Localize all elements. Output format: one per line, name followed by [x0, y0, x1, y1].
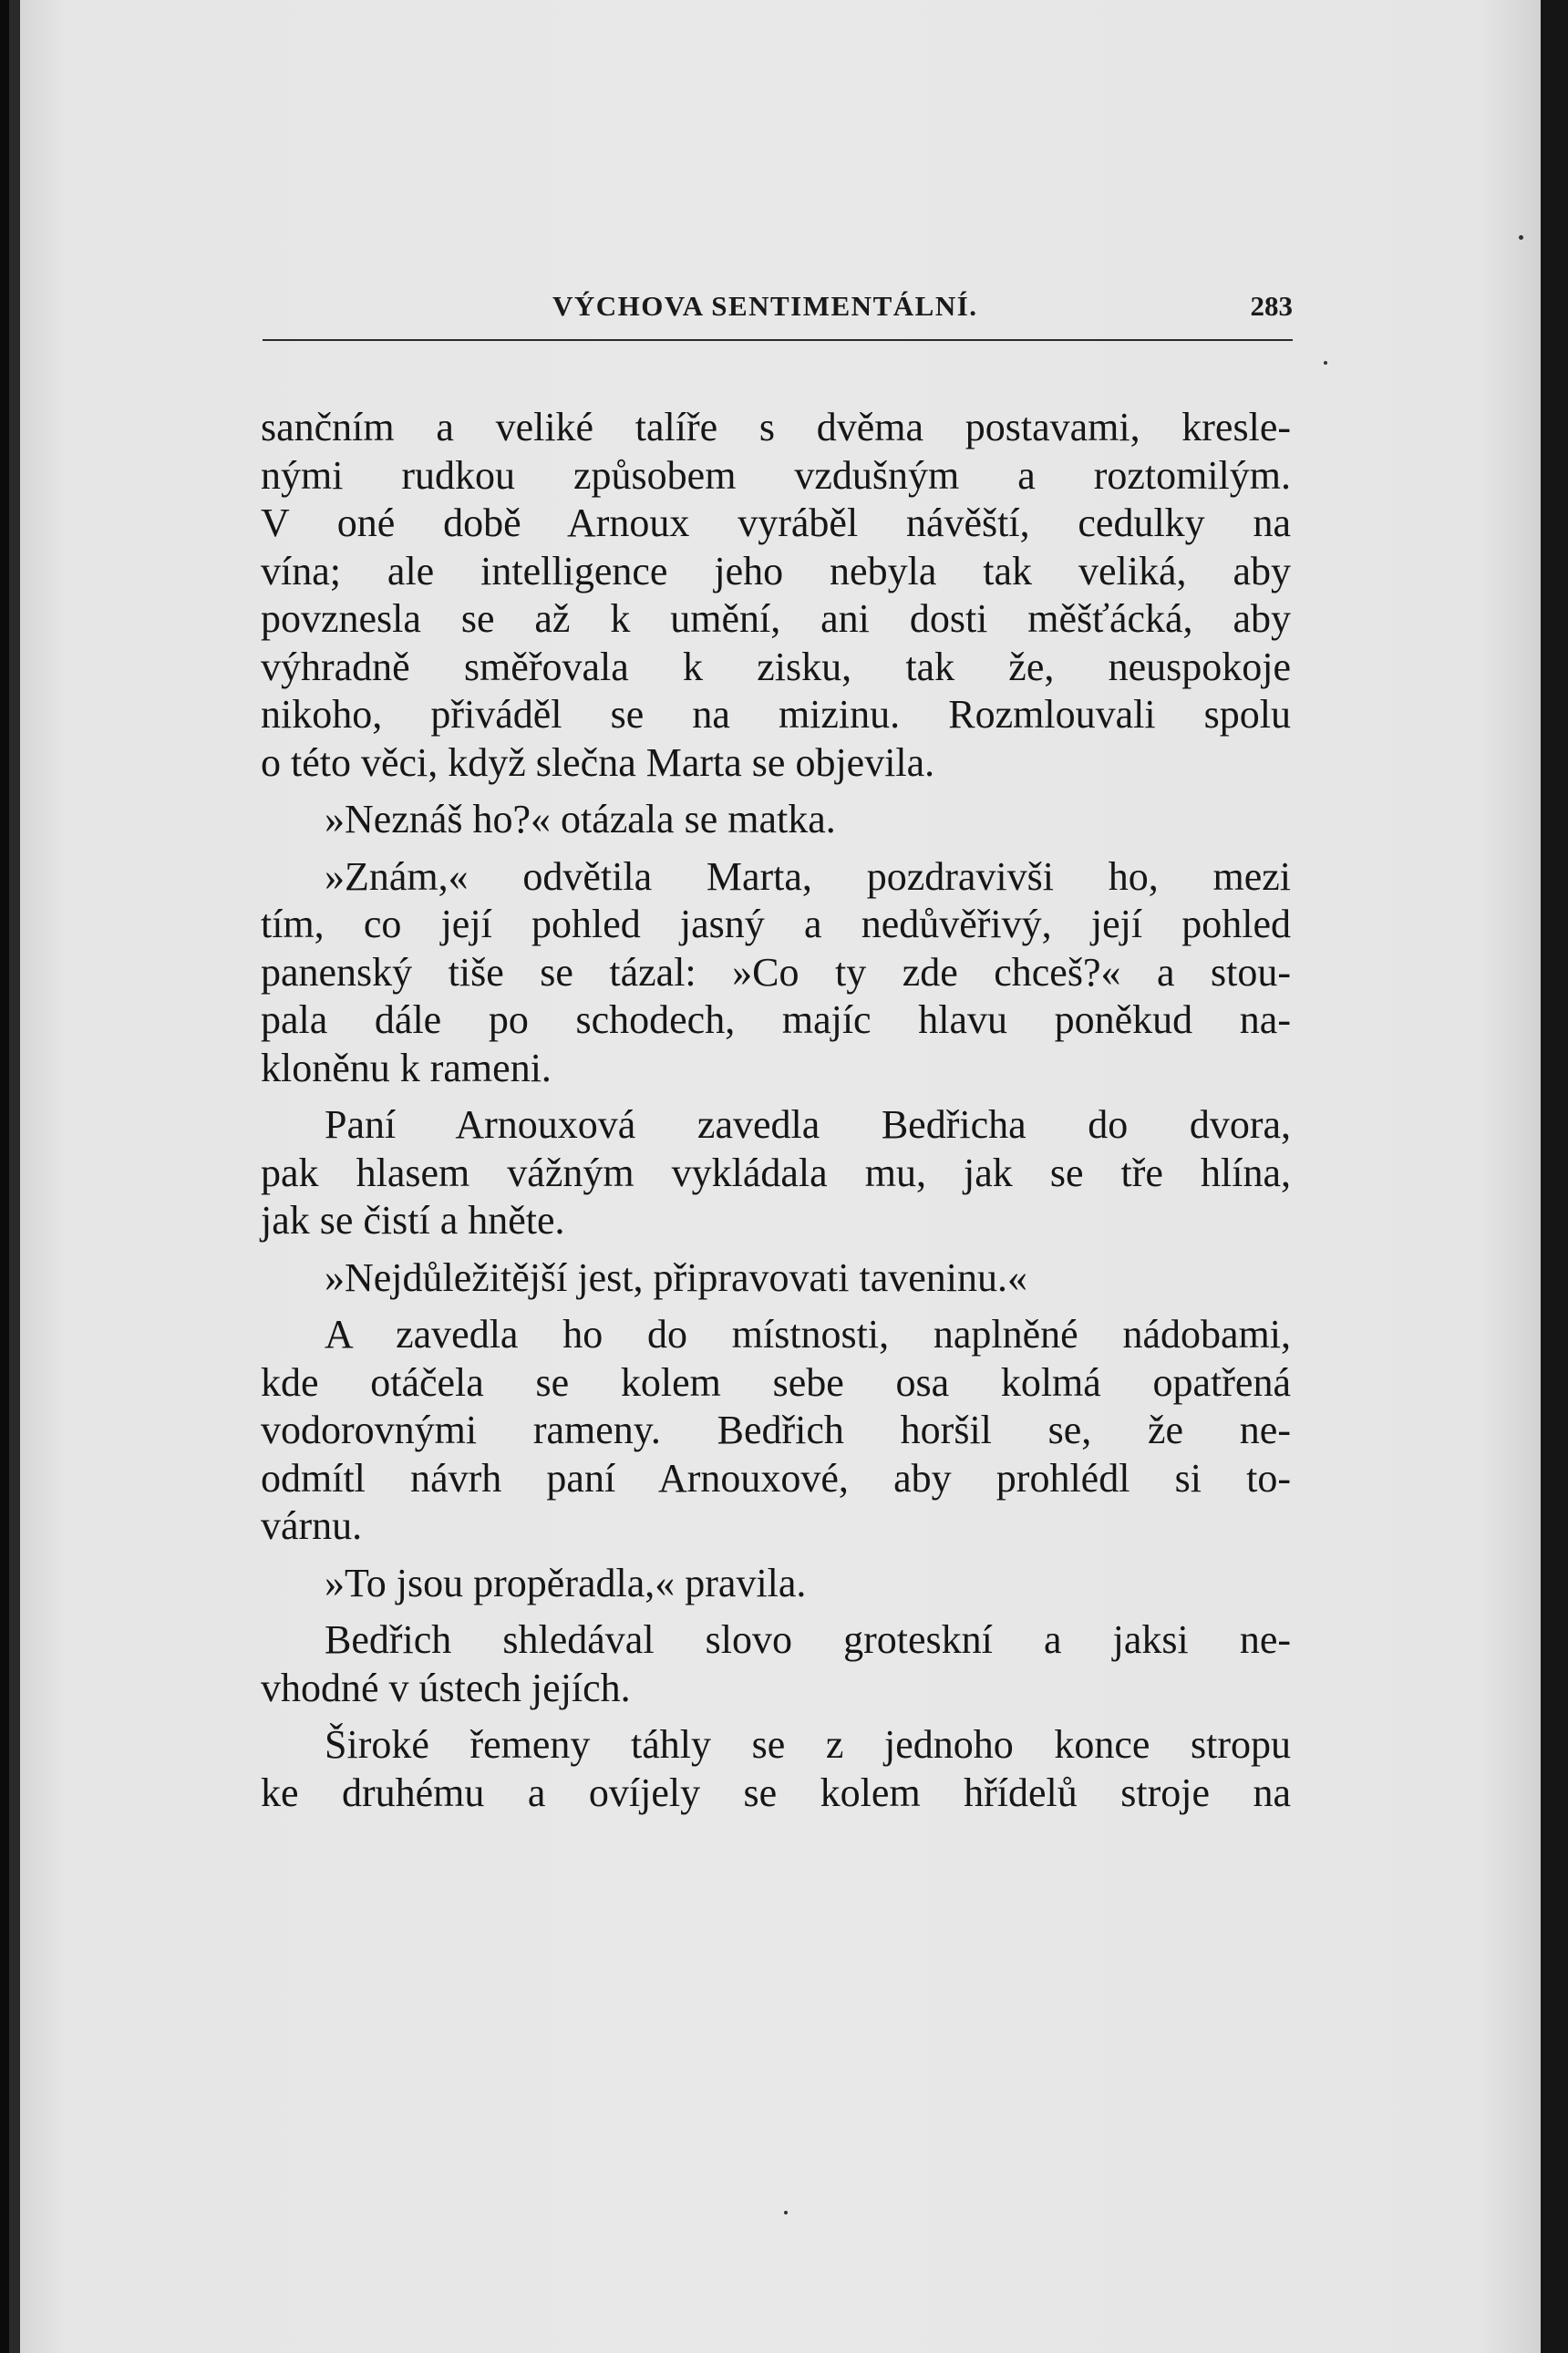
- page-number: 283: [1250, 290, 1293, 322]
- text-line: A zavedla ho do místnosti, naplněné nádobami,: [325, 1312, 1291, 1357]
- running-head: VÝCHOVA SENTIMENTÁLNÍ.: [552, 290, 978, 322]
- body-text: [261, 404, 1291, 1817]
- text-line: Široké řemeny táhly se z jednoho konce stropu: [325, 1722, 1291, 1767]
- text-line: tím, co její pohled jasný a nedůvěřivý, její pohled: [261, 902, 1291, 946]
- text-line: výhradně směřovala k zisku, tak že, neuspokoje: [261, 644, 1291, 689]
- text-line: povznesla se až k umění, ani dosti měšťácká, aby: [261, 596, 1291, 641]
- text-line: jak se čistí a hněte.: [261, 1198, 565, 1243]
- text-line: »To jsou propěradla,« pravila.: [325, 1560, 807, 1605]
- text-line: »Neznáš ho?« otázala se matka.: [325, 797, 836, 841]
- text-line: kde otáčela se kolem sebe osa kolmá opatřená: [261, 1359, 1291, 1405]
- text-line: vodorovnými rameny. Bedřich horšil se, že ne-: [261, 1408, 1291, 1452]
- book-gutter-edge: [9, 0, 20, 2353]
- text-line: odmítl návrh paní Arnouxové, aby prohlédl si to-: [261, 1455, 1291, 1501]
- text-line: vhodné v ústech jejích.: [261, 1665, 631, 1710]
- paper-speck: [1324, 361, 1327, 365]
- page-header: [263, 290, 1293, 332]
- text-line: nými rudkou způsobem vzdušným a roztomilým.: [261, 452, 1291, 498]
- paper-speck: [1519, 235, 1523, 240]
- header-rule: [263, 339, 1293, 341]
- text-line: pala dále po schodech, majíc hlavu poněkud na-: [261, 997, 1291, 1042]
- text-line: »Nejdůležitější jest, připravovati taveninu.«: [325, 1254, 1028, 1300]
- text-line: nikoho, přiváděl se na mizinu. Rozmlouvali spolu: [261, 692, 1291, 737]
- scan-right-border: [1541, 0, 1568, 2353]
- text-line: várnu.: [261, 1503, 363, 1548]
- text-line: vína; ale intelligence jeho nebyla tak veliká, aby: [261, 548, 1291, 593]
- text-line: V oné době Arnoux vyráběl návěští, cedulky na: [261, 501, 1291, 545]
- text-line: pak hlasem vážným vykládala mu, jak se tře hlína,: [261, 1150, 1291, 1195]
- paper-speck: [784, 2211, 788, 2214]
- text-line: Paní Arnouxová zavedla Bedřicha do dvora,: [325, 1102, 1291, 1147]
- text-line: Bedřich shledával slovo groteskní a jaksi ne-: [325, 1617, 1291, 1662]
- text-line: ke druhému a ovíjely se kolem hřídelů stroje na: [261, 1770, 1291, 1815]
- text-line: sančním a veliké talíře s dvěma postavami, kresle-: [261, 405, 1291, 449]
- text-line: »Znám,« odvětila Marta, pozdravivši ho, mezi: [325, 853, 1291, 899]
- text-line: panenský tiše se tázal: »Co ty zde chceš?« a stou-: [261, 949, 1291, 995]
- text-line: kloněnu k rameni.: [261, 1045, 552, 1090]
- text-line: o této věci, když slečna Marta se objevila.: [261, 739, 935, 785]
